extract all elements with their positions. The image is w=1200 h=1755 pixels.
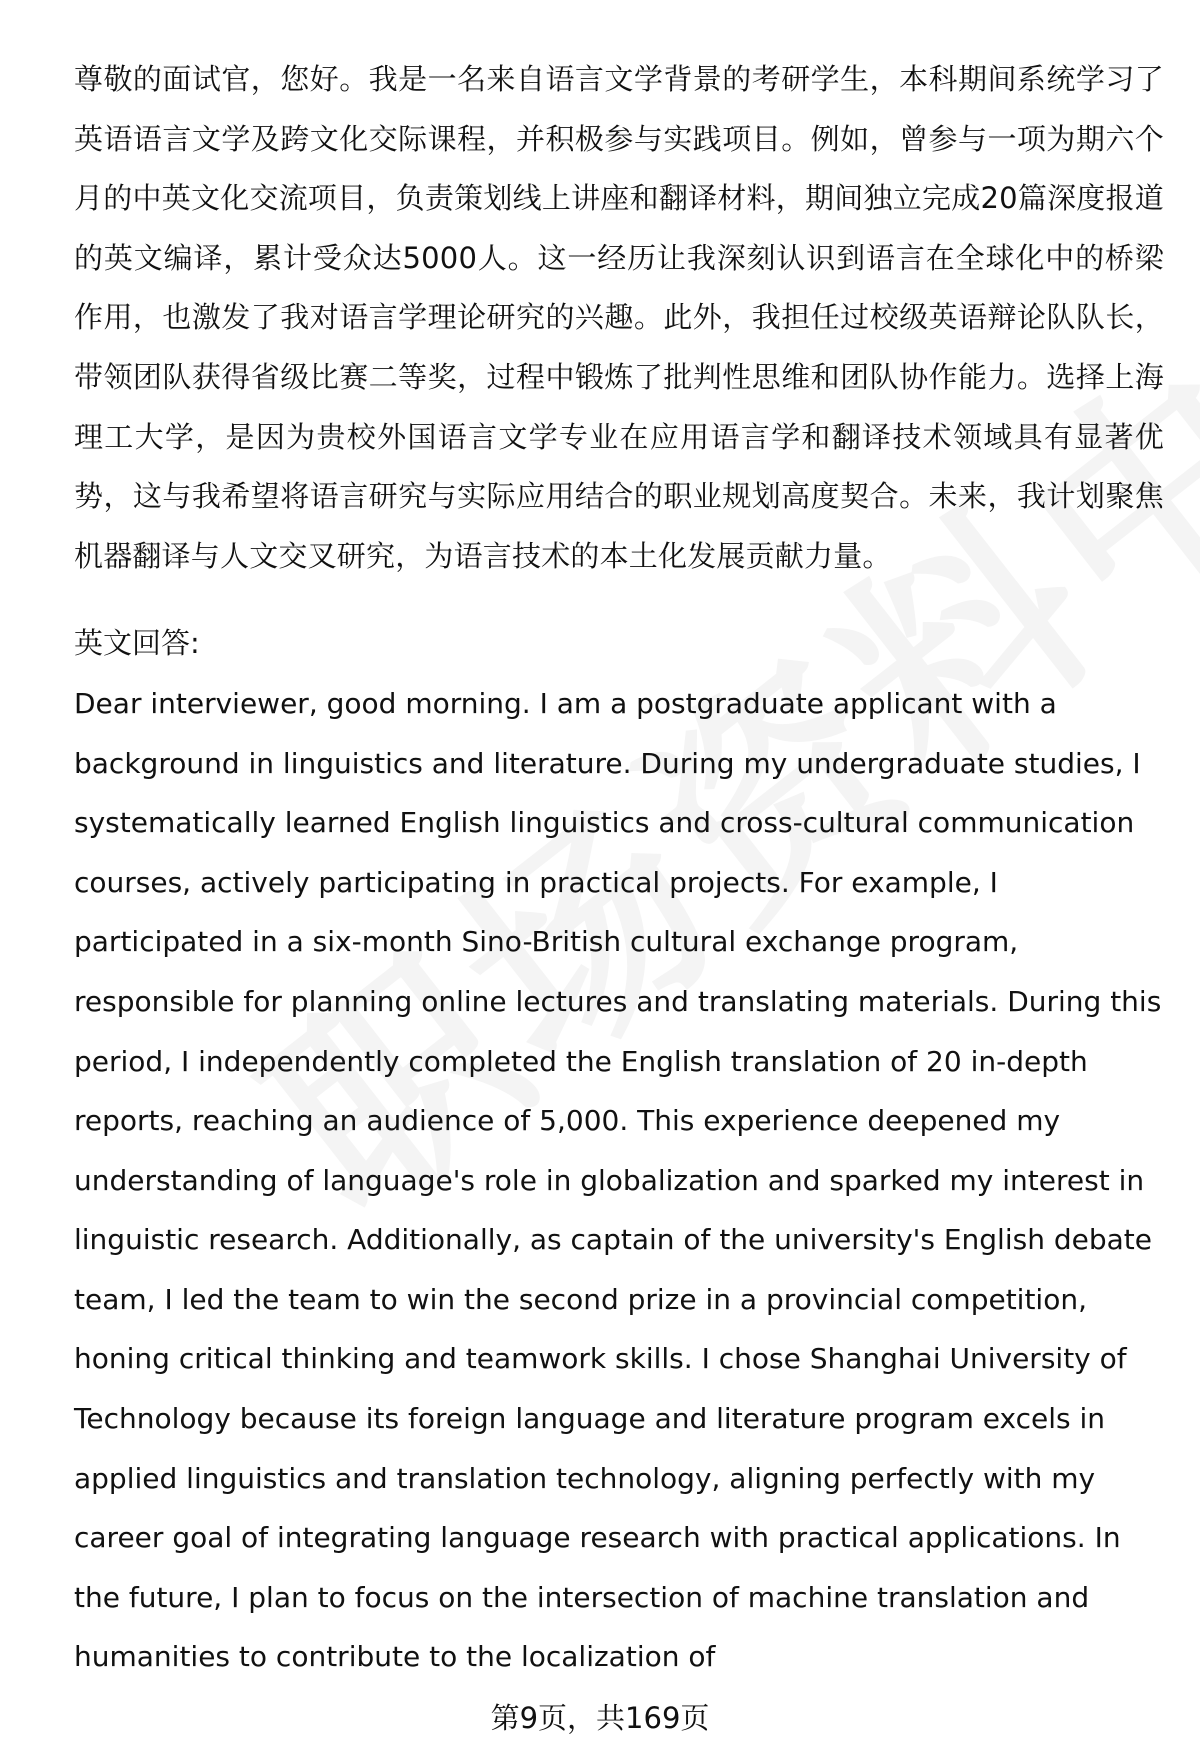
chinese-answer-paragraph: 尊敬的面试官，您好。我是一名来自语言文学背景的考研学生，本科期间系统学习了英语语言文学及跨文化交际课程，并积极参与实践项目。例如，曾参与一项为期六个月的中英文化交流项目，负责策划线上讲座和翻译材料，期间独立完成20篇深度报道的英文编译，累计受众达5000人。这一经历让我深刻认识到语言在全球化中的桥梁作用，也激发了我对语言学理论研究的兴趣。此外，我担任过校级英语辩论队队长，带领团队获得省级比赛二等奖，过程中锻炼了批判性思维和团队协作能力。选择上海理工大学，是因为贵校外国语言文学专业在应用语言学和翻译技术领域具有显著优势，这与我希望将语言研究与实际应用结合的职业规划高度契合。未来，我计划聚焦机器翻译与人文交叉研究，为语言技术的本土化发展贡献力量。 <box>74 62 1164 573</box>
document-body <box>74 50 1164 1687</box>
page-footer: 第9页，共169页 <box>0 1698 1200 1738</box>
english-answer-label: 英文回答: <box>74 626 200 661</box>
english-answer-paragraph: Dear interviewer, good morning. I am a postgraduate applicant with a background in linguistics and literature. During my undergraduate studies, I systematically learned English linguistics and cross-cultural communication courses, actively participating in practical projects. For example, I participated in a six-month Sino-British cultural exchange program, responsible for planning online lectures and translating materials. During this period, I independently completed the English translation of 20 in-depth reports, reaching an audience of 5,000. This experience deepened my understanding of language's role in globalization and sparked my interest in linguistic research. Additionally, as captain of the university's English debate team, I led the team to win the second prize in a provincial competition, honing critical thinking and teamwork skills. I chose Shanghai University of Technology because its foreign language and literature program excels in applied linguistics and translation technology, aligning perfectly with my career goal of integrating language research with practical applications. In the future, I plan to focus on the intersection of machine translation and humanities to contribute to the localization of <box>74 686 1162 1674</box>
